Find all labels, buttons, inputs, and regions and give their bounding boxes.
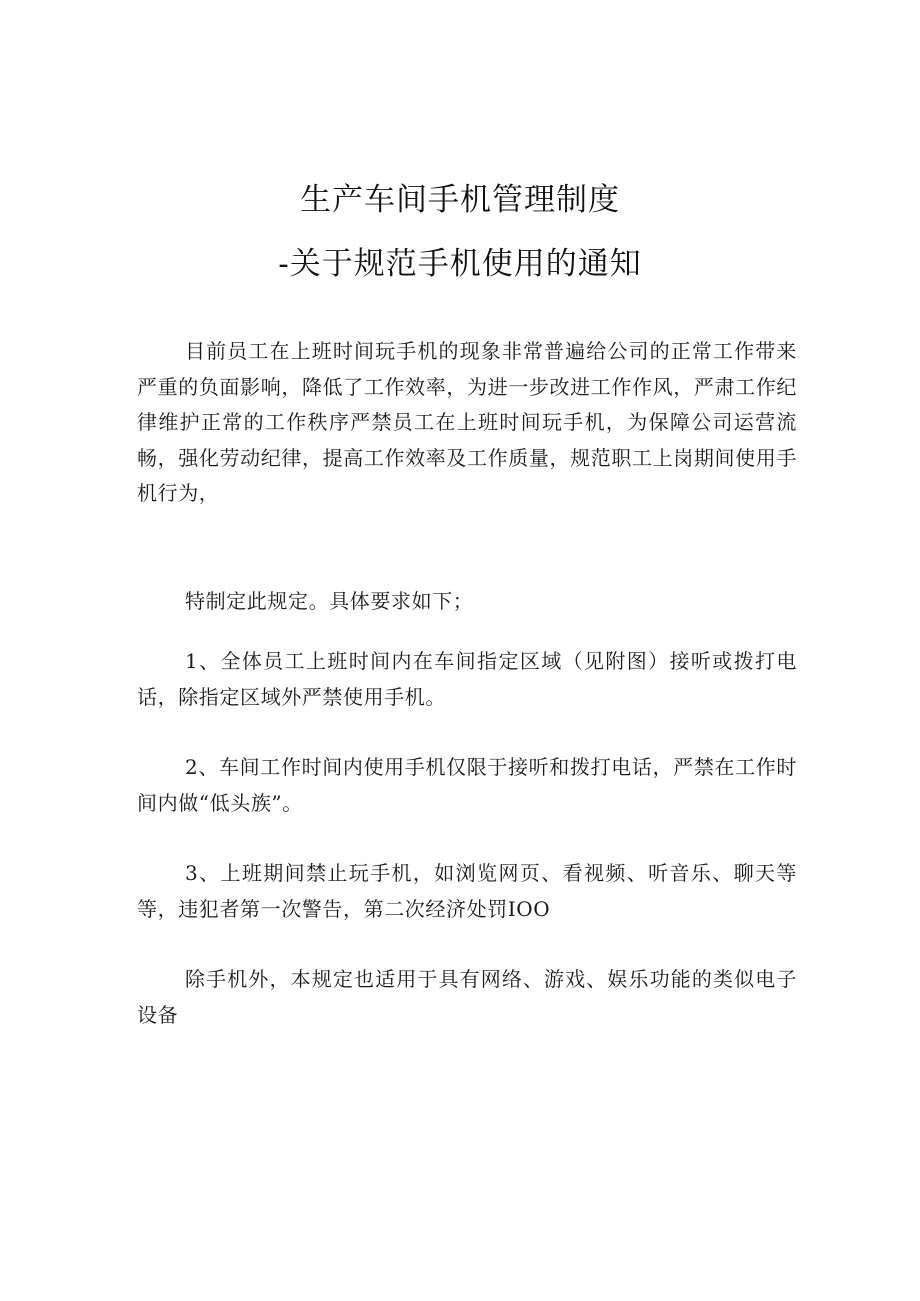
- paragraph-rule-2: 2、车间工作时间内使用手机仅限于接听和拨打电话，严禁在工作时间内做“低头族”。: [137, 755, 797, 815]
- paragraph-statement: 特制定此规定。具体要求如下；: [185, 589, 474, 613]
- paragraph-intro: 目前员工在上班时间玩手机的现象非常普遍给公司的正常工作带来严重的负面影响，降低了工作效率，为进一步改进工作作风，严肃工作纪律维护正常的工作秩序严禁员工在上班时间玩手机，为保障公司运营流畅，强化劳动纪律，提高工作效率及工作质量，规范职工上岗期间使用手机行为，: [137, 339, 797, 505]
- paragraph-rule-1: 1、全体员工上班时间内在车间指定区域（见附图）接听或拨打电话，除指定区域外严禁使用手机。: [137, 649, 797, 709]
- paragraph-rule-3: 3、上班期间禁止玩手机，如浏览网页、看视频、听音乐、聊天等等，违犯者第一次警告，第二次经济处罚IOO: [137, 861, 797, 921]
- paragraph-scope: 除手机外，本规定也适用于具有网络、游戏、娱乐功能的类似电子设备: [137, 967, 797, 1027]
- document-title: 生产车间手机管理制度: [300, 182, 620, 218]
- document-subtitle: -关于规范手机使用的通知: [278, 246, 642, 282]
